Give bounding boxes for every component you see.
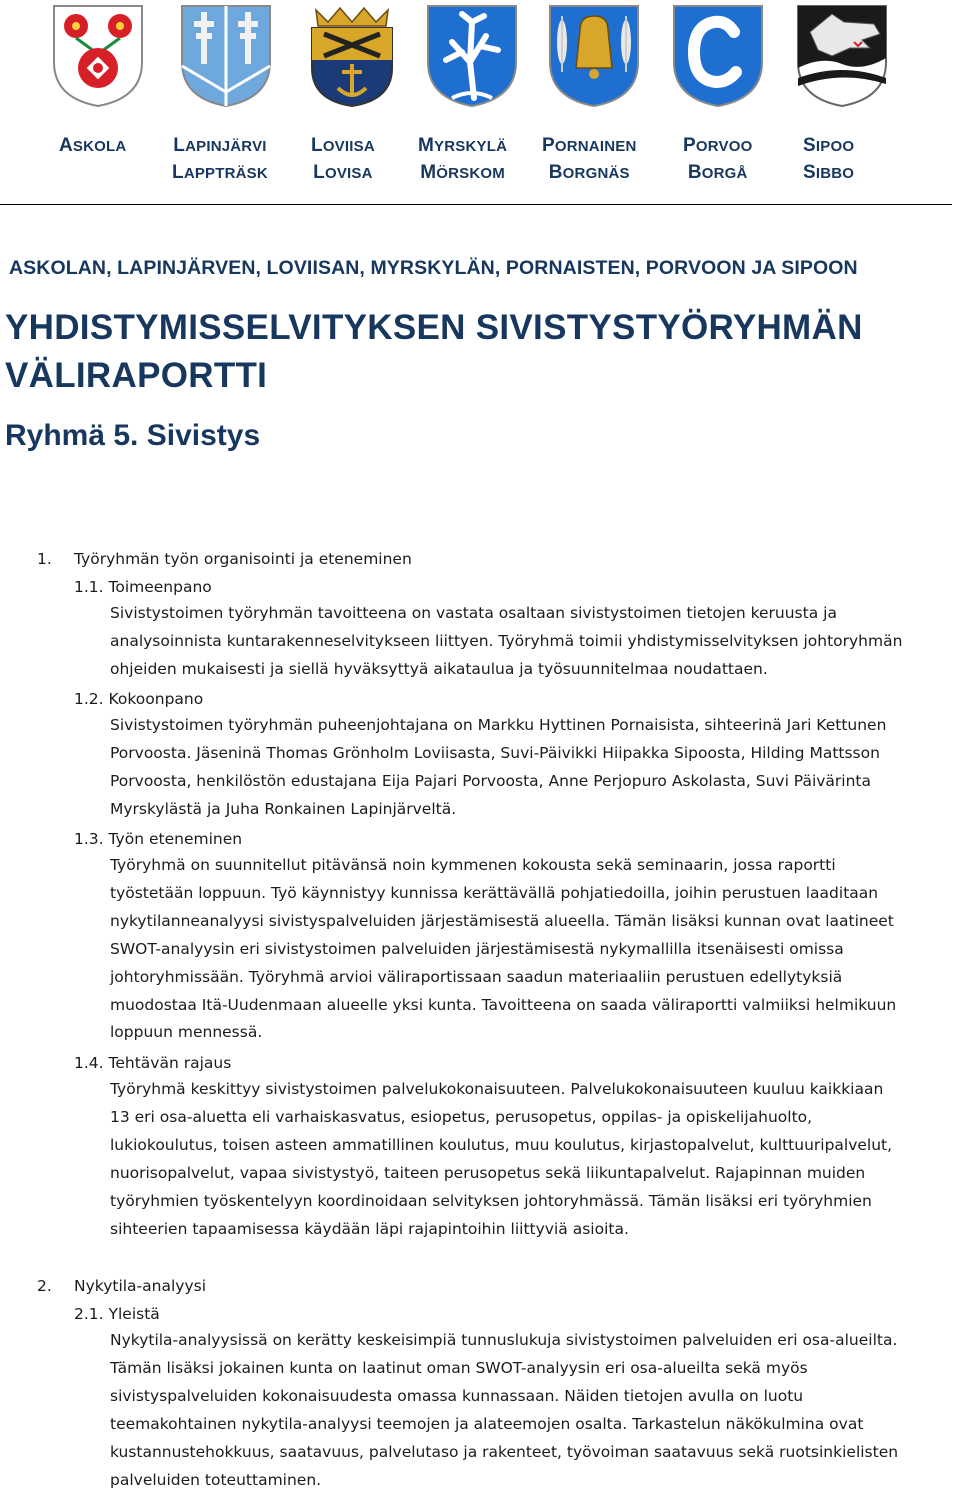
coats-of-arms-row xyxy=(0,2,960,112)
section-heading xyxy=(37,1277,206,1295)
text-line: lukiokoulutus, toisen asteen ammatillinen koulutus, muu koulutus, kirjastopalvelut, kulttuuripalvelut, xyxy=(110,1135,893,1154)
subsection-heading: 1.2. Kokoonpano xyxy=(74,690,204,708)
subsection-heading: 1.1. Toimeenpano xyxy=(74,578,212,596)
municipality-name-fi: ASKOLA xyxy=(59,135,127,156)
section-number: 1. xyxy=(37,550,52,568)
municipality-name-sv: BORGÅ xyxy=(687,162,748,183)
section-number: 2. xyxy=(37,1277,52,1295)
text-line: sivistyspalveluiden kokonaisuudesta omassa kunnassaan. Näiden tietojen avulla on luotu xyxy=(110,1386,804,1405)
text-line: teemakohtainen nykytila-analyysi teemojen ja alateemojen osalta. Tarkastelun näkökulmina ovat xyxy=(110,1414,864,1433)
text-line: Työryhmä on suunnitellut pitävänsä noin kymmenen kokousta sekä seminaarin, jossa raportti xyxy=(110,856,836,874)
municipality-lapinjarvi xyxy=(172,133,268,187)
municipality-name-fi: LAPINJÄRVI xyxy=(173,135,267,156)
municipality-name-fi: PORVOO xyxy=(683,135,753,156)
municipality-porvoo xyxy=(683,133,752,187)
subsection-heading: 1.3. Työn eteneminen xyxy=(74,830,243,848)
text-line: Sivistystoimen työryhmän tavoitteena on vastata osaltaan sivistystoimen tietojen keruusta ja xyxy=(110,604,837,622)
subsection-paragraph xyxy=(110,712,960,824)
municipality-name-sv: LOVISA xyxy=(313,162,373,183)
myrskyla-crest xyxy=(422,2,522,108)
municipality-myrskyla xyxy=(418,133,507,187)
header-divider xyxy=(0,204,952,205)
text-line: nykytilanneanalyysi sivistyspalveluiden järjestämisestä alueella. Tämän lisäksi kunnan ovat laatineet xyxy=(110,911,894,930)
municipality-name-sv: LAPPTRÄSK xyxy=(172,162,268,183)
text-line: loppuun mennessä. xyxy=(110,1023,263,1042)
subsection-paragraph xyxy=(110,600,960,684)
text-line: Tämän lisäksi jokainen kunta on laatinut oman SWOT-analyysin eri osa-alueilta sekä myös xyxy=(110,1358,808,1377)
municipality-loviisa xyxy=(311,133,375,187)
municipality-askola xyxy=(59,133,126,160)
municipality-names xyxy=(0,133,960,189)
section-heading xyxy=(37,550,412,568)
text-line: johtoryhmissään. Työryhmä arvioi väliraportissaan saadun materiaaliin perustuen edellytyksiä xyxy=(110,967,843,986)
text-line: 13 eri osa-aluetta eli varhaiskasvatus, esiopetus, perusopetus, oppilas- ja opiskelijahuolto, xyxy=(110,1107,813,1126)
municipality-name-sv: SIBBO xyxy=(803,162,855,183)
section-title: Nykytila-analyysi xyxy=(74,1277,206,1295)
municipality-pornainen xyxy=(542,133,636,187)
subsection-heading: 2.1. Yleistä xyxy=(74,1305,160,1323)
text-line: Työryhmä keskittyy sivistystoimen palvelukokonaisuuteen. Palvelukokonaisuuteen kuuluu kaikkiaan xyxy=(110,1080,884,1098)
text-line: nuorisopalvelut, vapaa sivistystyö, taiteen perusopetus sekä liikuntapalvelut. Rajapinnan muiden xyxy=(110,1163,866,1182)
text-line: Myrskylästä ja Juha Ronkainen Lapinjärveltä. xyxy=(110,799,457,818)
municipality-name-fi: PORNAINEN xyxy=(542,135,637,156)
pornainen-crest xyxy=(544,2,644,108)
municipality-name-sv: BORGNÄS xyxy=(548,162,630,183)
text-line: analysoinnista kuntarakenneselvitykseen liittyen. Työryhmä toimii yhdistymisselvityksen johtoryhmän xyxy=(110,631,903,650)
text-line: SWOT-analyysin eri sivistystoimen palveluiden järjestämisestä nykymallilla itsenäisesti omissa xyxy=(110,939,844,958)
section-title: Työryhmän työn organisointi ja eteneminen xyxy=(74,550,412,568)
municipality-sipoo xyxy=(803,133,854,187)
text-line: Sivistystoimen työryhmän puheenjohtajana on Markku Hyttinen Pornaisista, sihteerinä Jari Kettunen xyxy=(110,716,887,734)
text-line: ohjeiden mukaisesti ja siellä hyväksyttyä aikataulua ja työsuunnitelmaa noudattaen. xyxy=(110,659,768,678)
text-line: kustannustehokkuus, saatavuus, palvelutaso ja rakenteet, työvoiman saatavuus sekä ruotsinkielisten xyxy=(110,1442,899,1461)
text-line: työstetään loppuun. Työ käynnistyy kunnissa kerättävällä pohjatiedoilla, joihin perustuen laaditaan xyxy=(110,883,879,902)
askola-crest xyxy=(48,2,148,108)
text-line: työryhmien työskentelyyn koordinoidaan selvityksen johtoryhmässä. Tämän lisäksi eri työryhmien xyxy=(110,1191,872,1210)
group-title: Ryhmä 5. Sivistys xyxy=(5,419,261,452)
report-title: YHDISTYMISSELVITYKSEN SIVISTYSTYÖRYHMÄN VÄLIRAPORTTI xyxy=(5,308,863,395)
municipality-name-fi: SIPOO xyxy=(803,135,855,156)
porvoo-crest xyxy=(668,2,768,108)
subsection-heading: 1.4. Tehtävän rajaus xyxy=(74,1054,232,1072)
subsection-paragraph xyxy=(110,1327,960,1494)
municipality-name-fi: MYRSKYLÄ xyxy=(418,135,508,156)
subsection-paragraph xyxy=(110,852,960,1047)
municipality-name-sv: MÖRSKOM xyxy=(420,162,505,183)
subsection-paragraph xyxy=(110,1076,960,1243)
text-line: Porvoosta, henkilöstön edustajana Eija Pajari Porvoosta, Anne Perjopuro Askolasta, Suvi Päivärinta xyxy=(110,771,872,790)
report-title-municipalities: ASKOLAN, LAPINJÄRVEN, LOVIISAN, MYRSKYLÄN, PORNAISTEN, PORVOON JA SIPOON xyxy=(9,257,858,279)
loviisa-crest xyxy=(302,2,402,108)
text-line: sihteerien tapaamisessa käydään läpi rajapintoihin liittyviä asioita. xyxy=(110,1219,629,1238)
text-line: Porvoosta. Jäseninä Thomas Grönholm Loviisasta, Suvi-Päivikki Hiipakka Sipoosta, Hilding Mattsson xyxy=(110,743,880,762)
lapinjarvi-crest xyxy=(176,2,276,108)
municipality-name-fi: LOVIISA xyxy=(311,135,375,156)
text-line: Nykytila-analyysissä on kerätty keskeisimpiä tunnuslukuja sivistystoimen palveluiden eri osa-alueilta. xyxy=(110,1331,898,1349)
text-line: muodostaa Itä-Uudenmaan alueelle yksi kunta. Tavoitteena on saada väliraportti valmiiksi helmikuun xyxy=(110,995,897,1014)
text-line: palveluiden toteuttaminen. xyxy=(110,1470,322,1489)
sipoo-crest xyxy=(792,2,892,108)
